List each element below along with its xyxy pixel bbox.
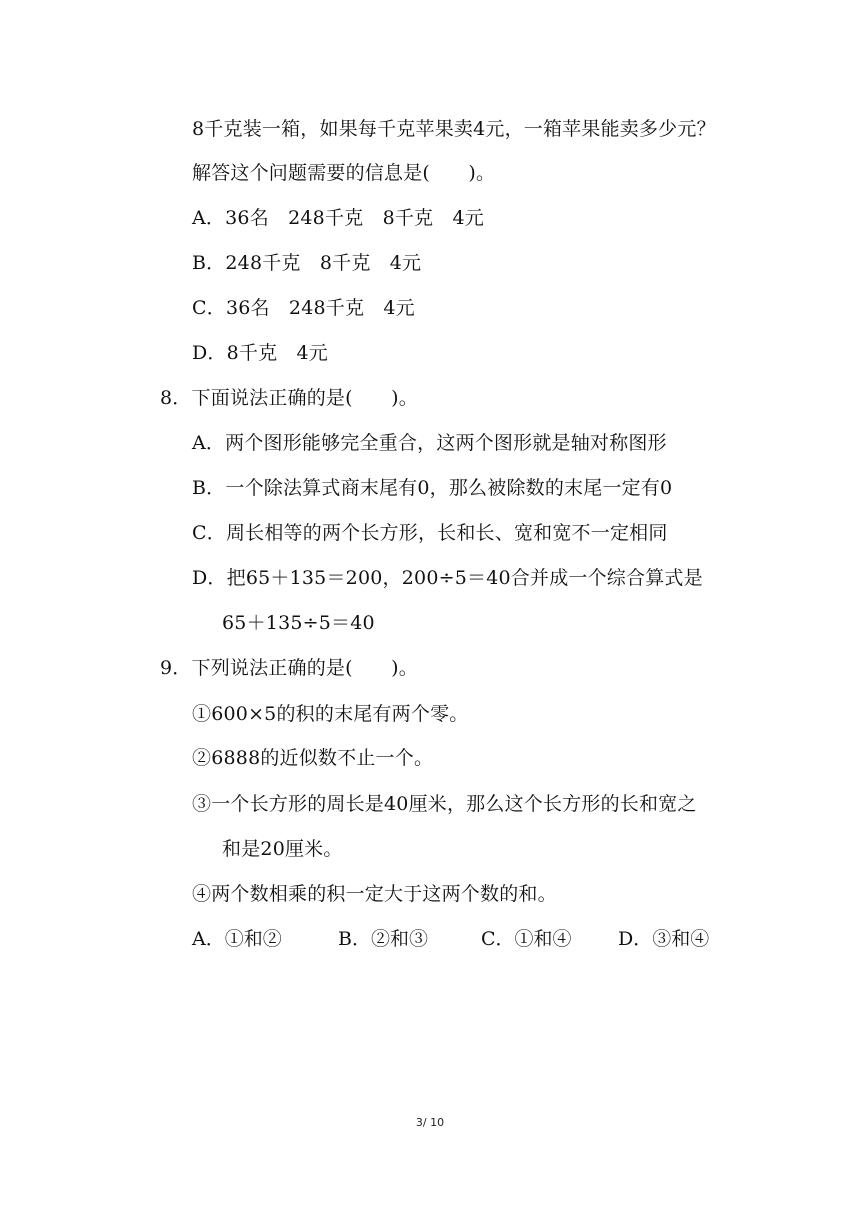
q9-option-a: A．①和② [192,928,282,950]
q9-statement-4: ④两个数相乘的积一定大于这两个数的和。 [192,883,557,905]
q7-option-a: A．36名 248千克 8千克 4元 [192,207,484,229]
q9-statement-2: ②6888的近似数不止一个。 [192,747,434,769]
q9-statement-1: ①600×5的积的末尾有两个零。 [192,703,469,725]
q7-stem-line-1: 8千克装一箱，如果每千克苹果卖4元，一箱苹果能卖多少元？ [192,118,716,140]
q8-option-a: A．两个图形能够完全重合，这两个图形就是轴对称图形 [192,432,667,454]
q7-stem-line-2: 解答这个问题需要的信息是( )。 [192,162,496,184]
page-number: 3/ 10 [415,1116,445,1129]
q7-option-b: B．248千克 8千克 4元 [192,252,422,274]
q8-stem: 8．下面说法正确的是( )。 [160,387,418,409]
q9-option-d: D．③和④ [618,928,710,950]
q9-option-b: B．②和③ [338,928,428,950]
q9-statement-3: ③一个长方形的周长是40厘米，那么这个长方形的长和宽之 [192,793,697,815]
q9-option-c: C．①和④ [481,928,572,950]
q7-option-d: D．8千克 4元 [192,342,329,364]
q8-option-c: C．周长相等的两个长方形，长和长、宽和宽不一定相同 [192,522,668,544]
q8-option-d: D．把65＋135＝200，200÷5＝40合并成一个综合算式是 [192,567,703,589]
q8-option-b: B．一个除法算式商末尾有0，那么被除数的末尾一定有0 [192,477,673,499]
q8-option-d-continuation: 65＋135÷5＝40 [222,612,375,634]
q9-stem: 9．下列说法正确的是( )。 [160,657,418,679]
q9-statement-3-continuation: 和是20厘米。 [222,838,343,860]
q9-options-row [0,927,860,951]
q7-option-c: C．36名 248千克 4元 [192,297,415,319]
